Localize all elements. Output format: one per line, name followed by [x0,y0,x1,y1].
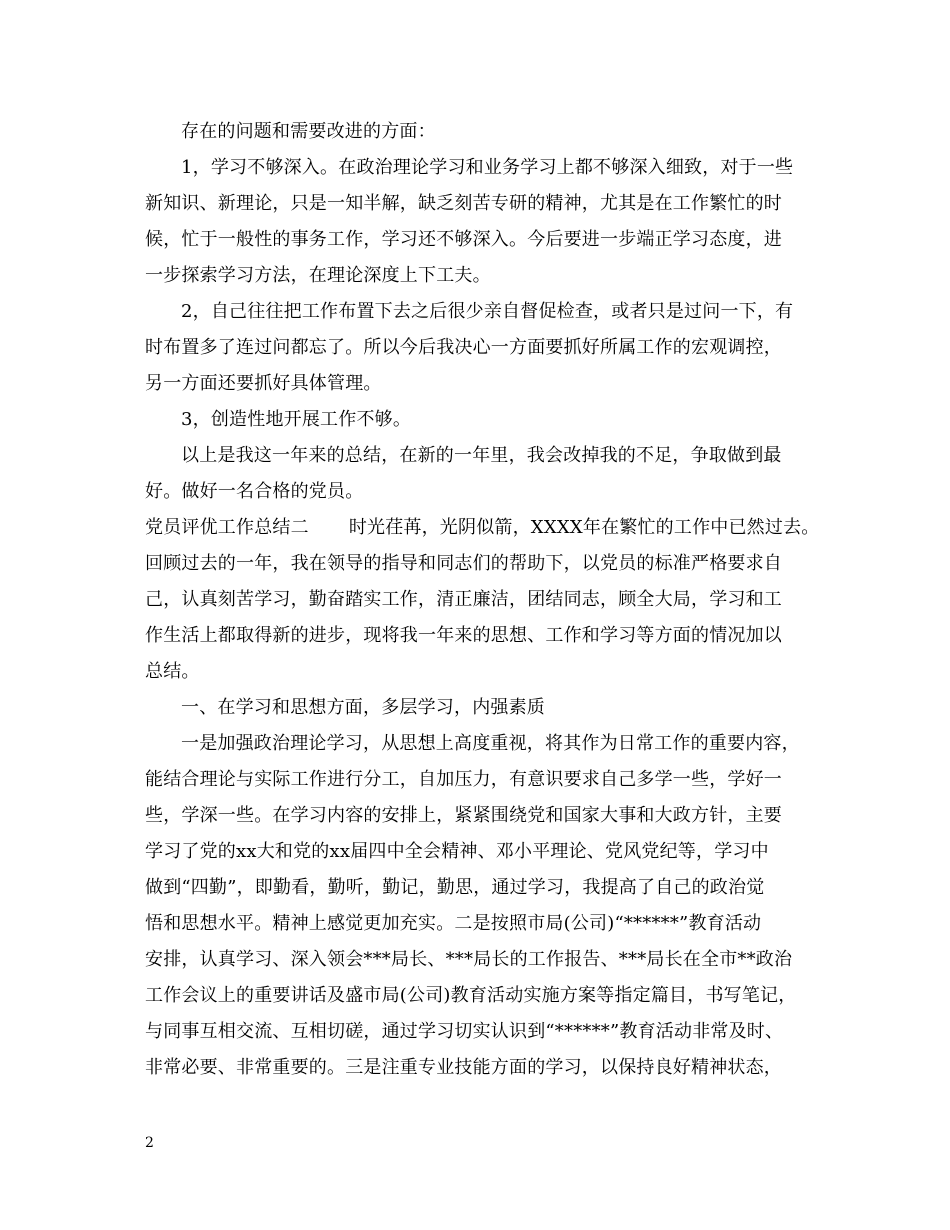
paragraph-line: 非常必要、非常重要的。三是注重专业技能方面的学习，以保持良好精神状态， [145,1057,782,1078]
paragraph-line: 回顾过去的一年，我在领导的指导和同志们的帮助下，以党员的标准严格要求自 [145,553,782,574]
paragraph-line: 能结合理论与实际工作进行分工，自加压力，有意识要求自己多学一些，学好一 [145,769,782,790]
paragraph-line: 作生活上都取得新的进步，现将我一年来的思想、工作和学习等方面的情况加以 [145,625,782,646]
section-title-line [145,510,820,546]
paragraph-line: 好。做好一名合格的党员。 [145,481,364,502]
paragraph-line: 新知识、新理论，只是一知半解，缺乏刻苦专研的精神，尤其是在工作繁忙的时 [145,193,782,214]
paragraph-line: 一是加强政治理论学习，从思想上高度重视，将其作为日常工作的重要内容， [181,733,800,754]
paragraph-line: 3，创造性地开展工作不够。 [181,409,412,430]
paragraph-line: 做到“四勤”，即勤看，勤听，勤记，勤思，通过学习，我提高了自己的政治觉 [145,877,765,898]
paragraph-line: 悟和思想水平。精神上感觉更加充实。二是按照市局(公司)“******”教育活动 [145,913,762,934]
paragraph-line: 一步探索学习方法，在理论深度上下工夫。 [145,265,491,286]
page-number: 2 [145,1135,154,1151]
paragraph-line: 学习了党的xx大和党的xx届四中全会精神、邓小平理论、党风党纪等，学习中 [145,841,769,862]
paragraph-line: 存在的问题和需要改进的方面： [181,121,436,142]
paragraph-line: 1，学习不够深入。在政治理论学习和业务学习上都不够深入细致，对于一些 [181,157,794,178]
paragraph-line: 2，自己往往把工作布置下去之后很少亲自督促检查，或者只是过问一下，有 [181,301,794,322]
paragraph-line: 些，学深一些。在学习内容的安排上，紧紧围绕党和国家大事和大政方针，主要 [145,805,782,826]
paragraph-line: 另一方面还要抓好具体管理。 [145,373,382,394]
paragraph-line: 时布置多了连过问都忘了。所以今后我决心一方面要抓好所属工作的宏观调控， [145,337,782,358]
section-heading: 党员评优工作总结二 [145,517,309,538]
paragraph-line: 以上是我这一年来的总结，在新的一年里，我会改掉我的不足，争取做到最 [181,445,782,466]
paragraph-line: 与同事互相交流、互相切磋，通过学习切实认识到“******”教育活动非常及时、 [145,1021,784,1042]
paragraph-line: 己，认真刻苦学习，勤奋踏实工作，清正廉洁，团结同志，顾全大局，学习和工 [145,589,782,610]
paragraph-line: 候，忙于一般性的事务工作，学习还不够深入。今后要进一步端正学习态度，进 [145,229,782,250]
document-body [145,114,820,1086]
paragraph-line: 安排，认真学习、深入领会***局长、***局长的工作报告、***局长在全市**政治 [145,949,793,970]
subsection-heading: 一、在学习和思想方面，多层学习，内强素质 [181,697,545,718]
paragraph-line: 总结。 [145,661,200,682]
paragraph-line: 工作会议上的重要讲话及盛市局(公司)教育活动实施方案等指定篇目，书写笔记， [145,985,797,1006]
section-intro-text: 时光荏苒，光阴似箭，XXXX年在繁忙的工作中已然过去。 [348,517,820,538]
